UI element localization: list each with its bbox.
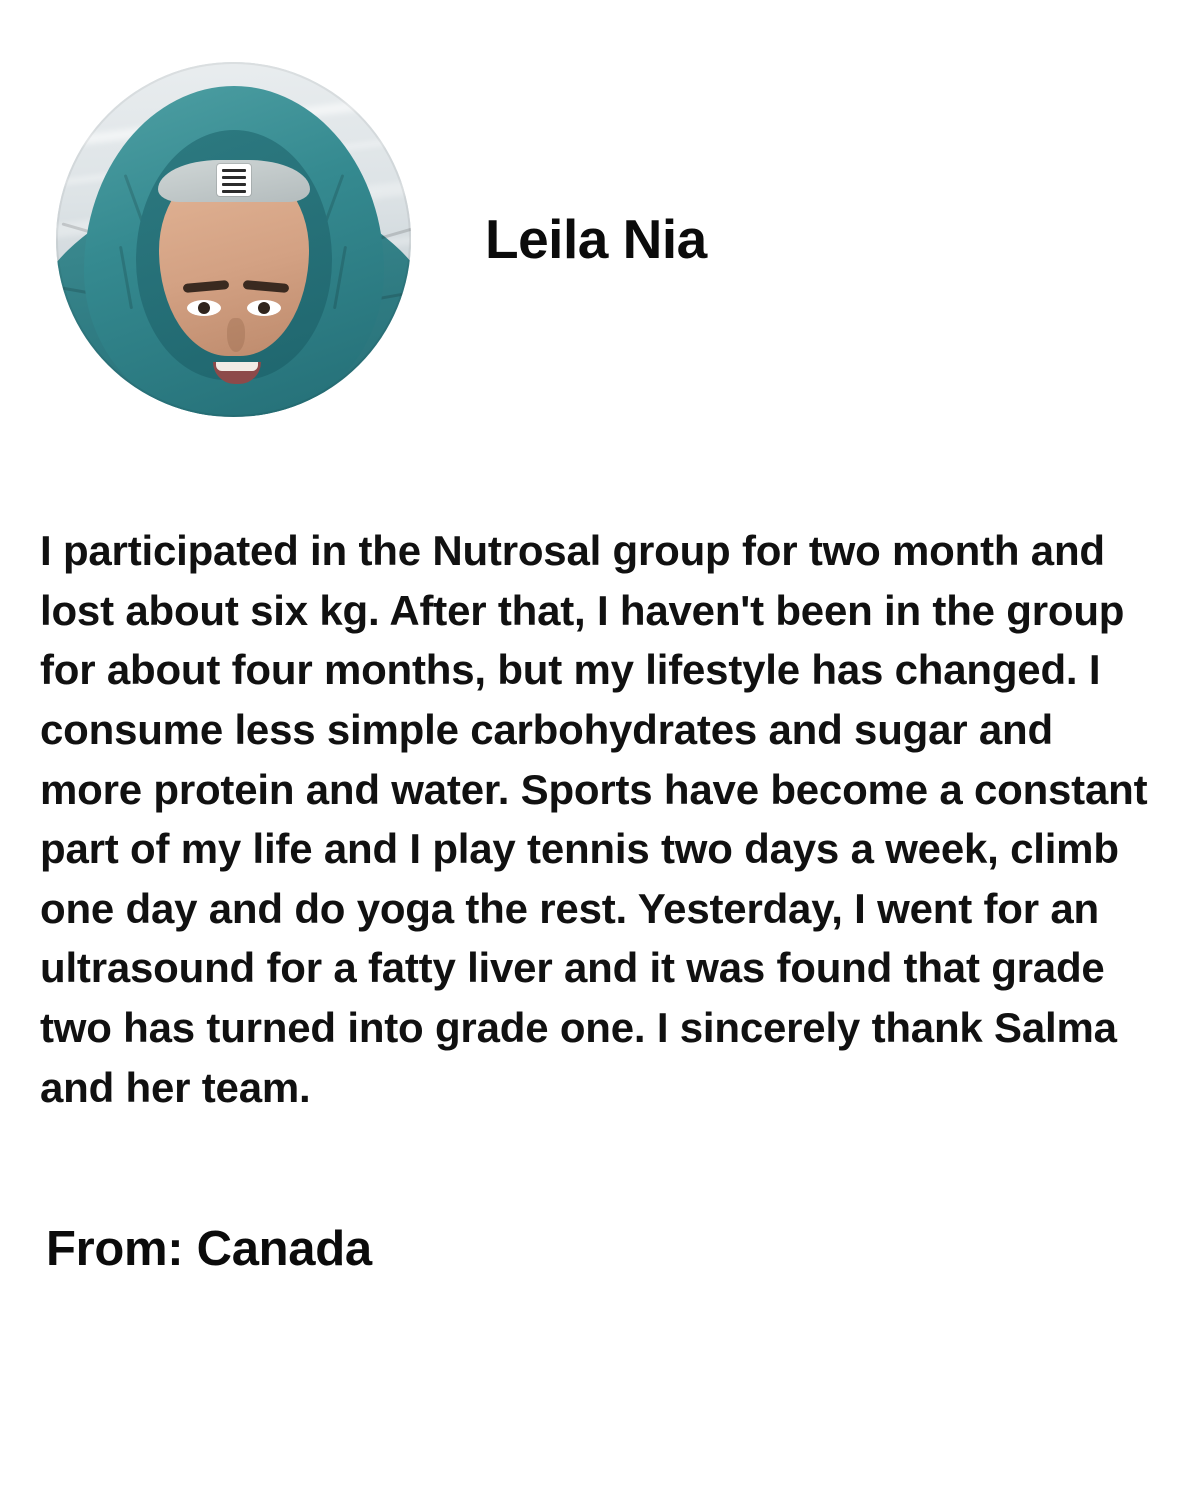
profile-photo bbox=[56, 62, 411, 417]
brand-logo-icon bbox=[217, 164, 251, 196]
profile-header bbox=[0, 0, 1200, 417]
profile-name: Leila Nia bbox=[485, 208, 707, 270]
testimonial-text: I participated in the Nutrosal group for two month and lost about six kg. After that, I haven't been in the group for about four months, but my lifestyle has changed. I consume less simple carbohydrates and sugar and more protein and water. Sports have become a constant part of my life and I play tennis two days a week, climb one day and do yoga the rest. Yesterday, I went for an ultrasound for a fatty liver and it was found that grade two has turned into grade one. I sincerely thank Salma and her team. bbox=[40, 527, 1148, 1111]
avatar bbox=[56, 62, 411, 417]
from-location-label: From: Canada bbox=[46, 1222, 372, 1277]
